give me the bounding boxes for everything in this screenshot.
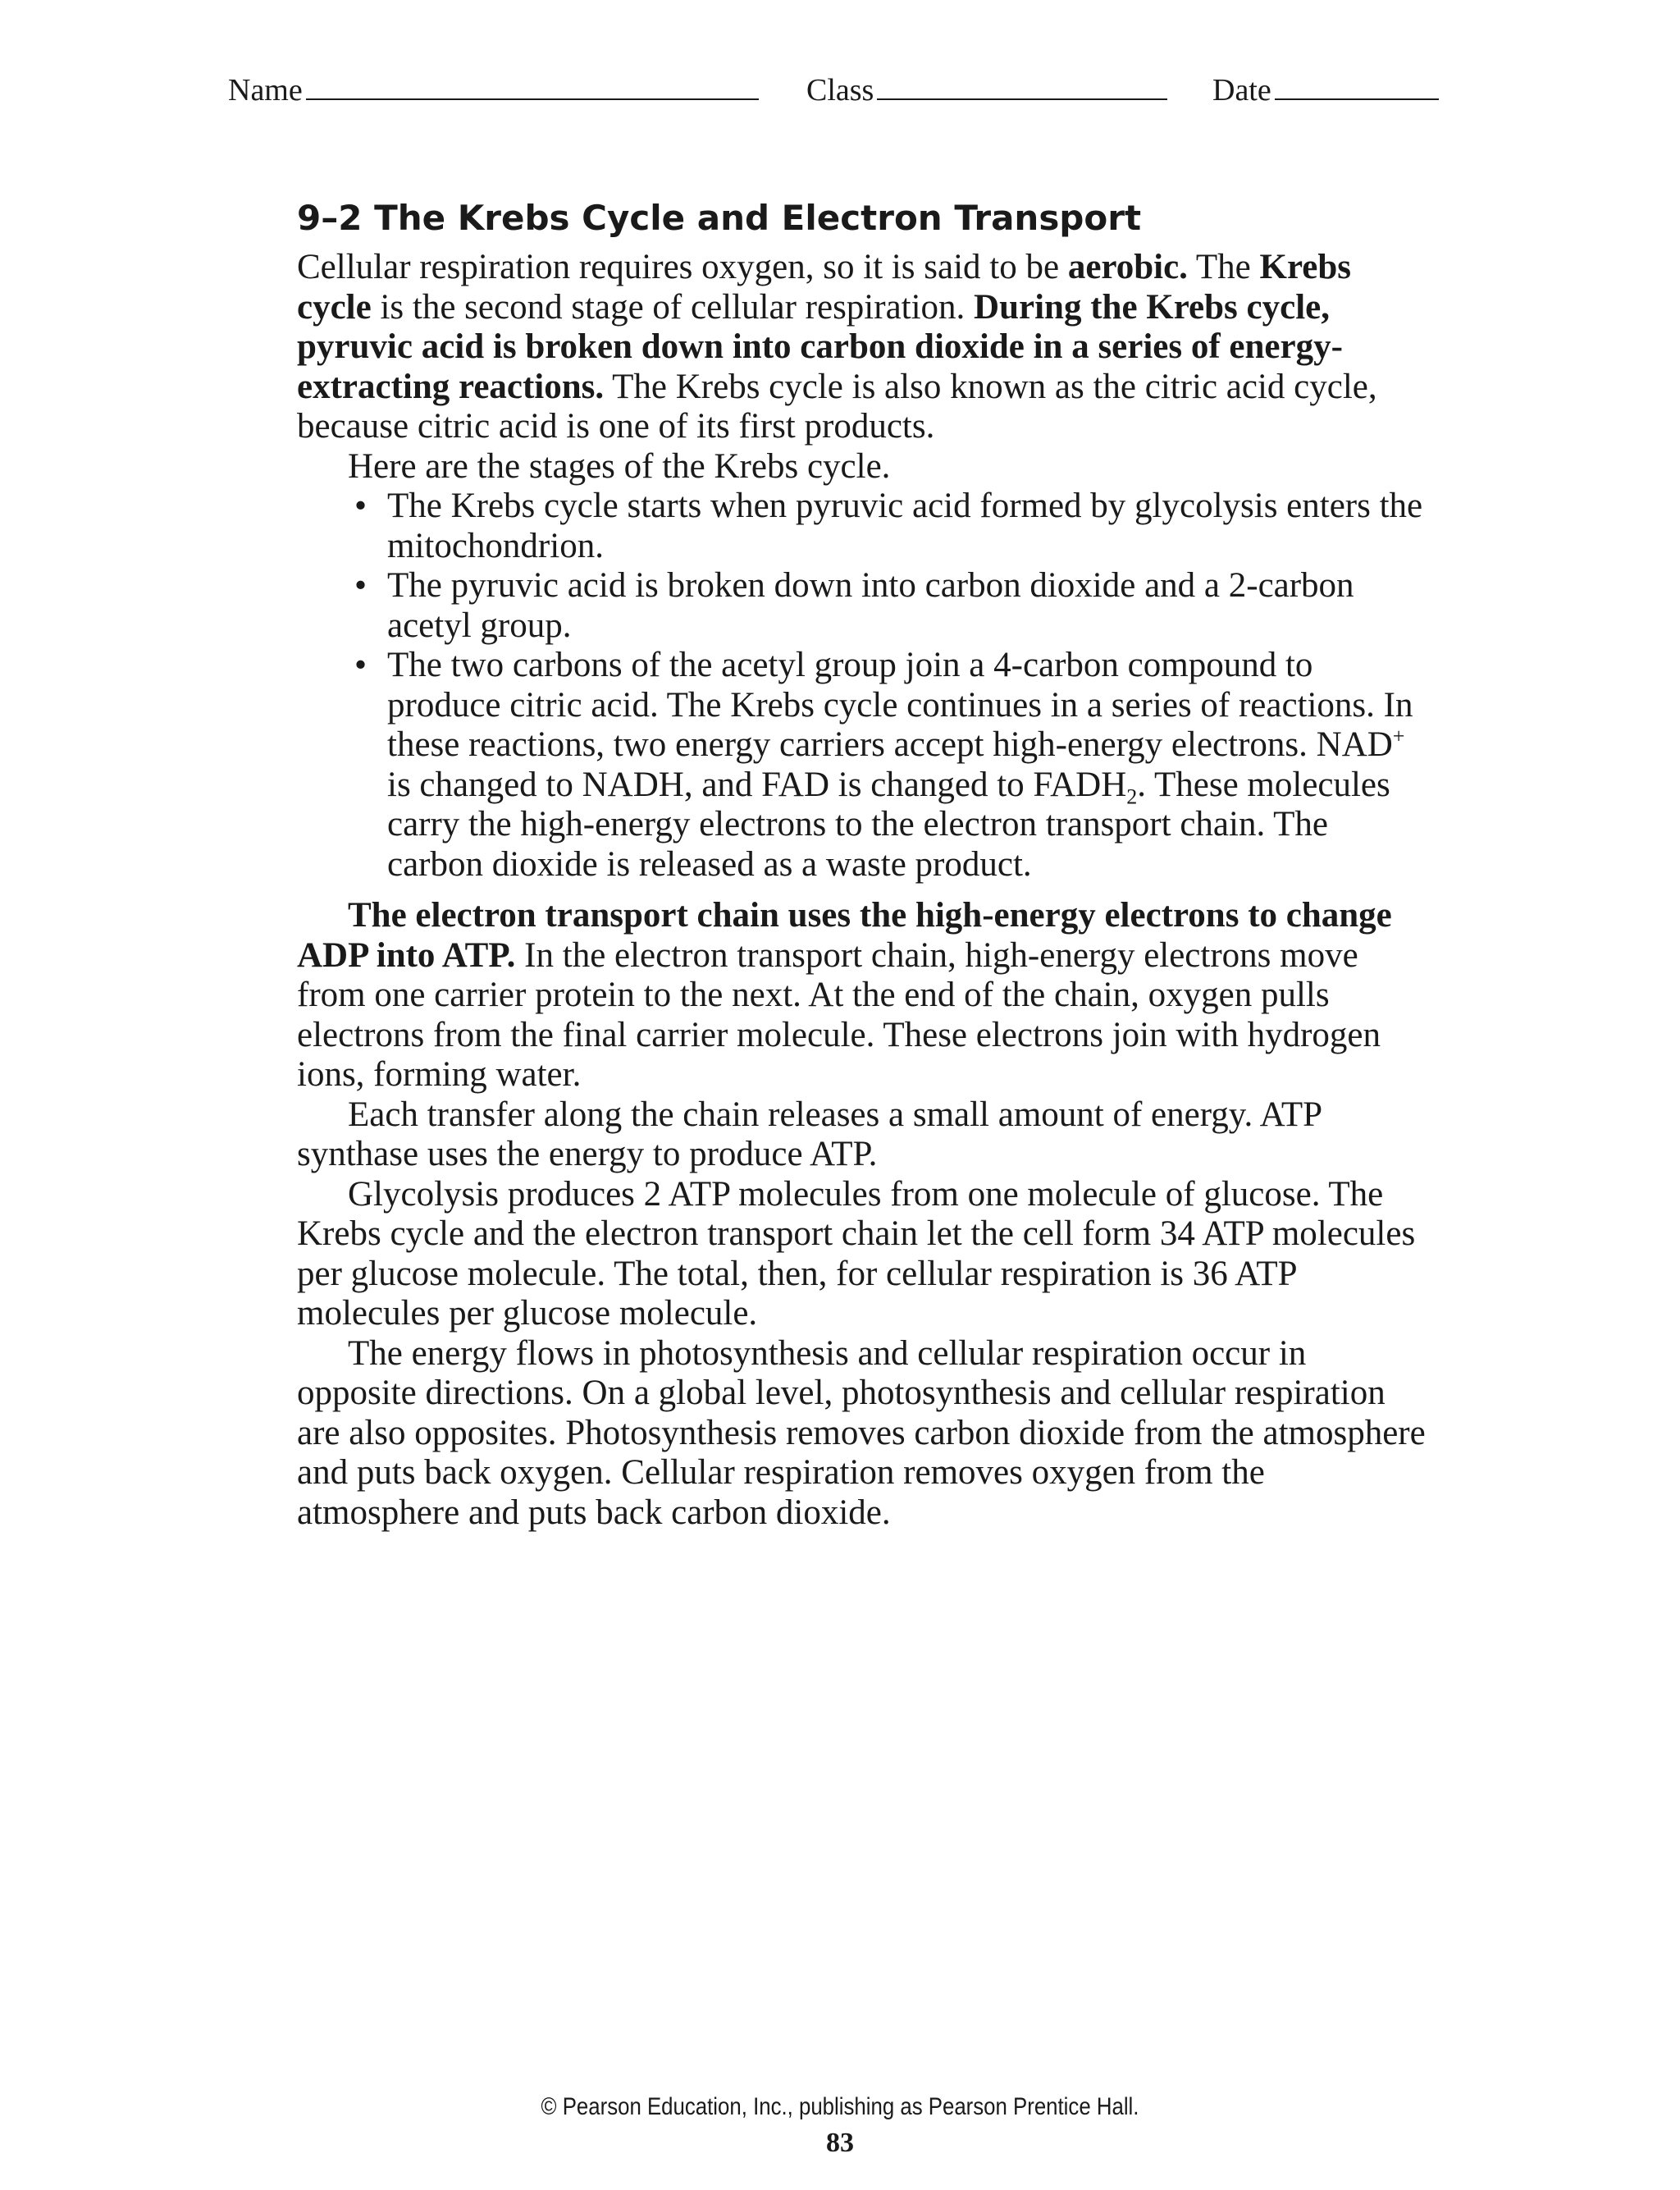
date-label: Date bbox=[1212, 73, 1271, 107]
electron-transport-paragraph bbox=[297, 896, 1429, 1095]
stage-text-1: The two carbons of the acetyl group join a 4-carbon compound to produce citric acid. The Krebs cycle continues in a series of reactions. In these reactions, two energy carriers accept high-energy electrons. NAD bbox=[387, 646, 1413, 764]
list-item bbox=[354, 487, 1429, 566]
page-number: 83 bbox=[826, 2128, 854, 2158]
bullet-dot: • bbox=[354, 566, 368, 605]
nad-superscript: + bbox=[1392, 724, 1405, 748]
stage-text-3: . These molecules carry the high-energy electrons to the electron transport chain. The carbon dioxide is released as a waste product. bbox=[387, 765, 1390, 884]
section-title: 9–2 The Krebs Cycle and Electron Transport bbox=[297, 198, 1142, 238]
term-aerobic: aerobic. bbox=[1067, 248, 1188, 286]
stage-text-2: is changed to NADH, and FAD is changed to FADH bbox=[387, 765, 1127, 804]
intro-text-3: is the second stage of cellular respiration. bbox=[371, 287, 975, 327]
class-blank-line bbox=[877, 69, 1167, 100]
list-item bbox=[354, 646, 1429, 885]
intro-text-2: The bbox=[1187, 248, 1260, 286]
copyright-notice: © Pearson Education, Inc., publishing as Pearson Prentice Hall. bbox=[541, 2093, 1139, 2120]
name-label: Name bbox=[228, 73, 303, 107]
stages-intro: Here are the stages of the Krebs cycle. bbox=[348, 446, 891, 486]
date-blank-line bbox=[1275, 69, 1439, 100]
term-krebs-cycle: Krebs cycle bbox=[297, 248, 1351, 327]
bullet-dot: • bbox=[354, 487, 368, 525]
list-item bbox=[354, 566, 1429, 646]
energy-flow-paragraph: The energy flows in photosynthesis and cellular respiration occur in opposite directions. On a global level, photosynthesis and cellular respiration are also opposites. Photosynthesis removes carbon dioxide from the atmosphere and puts back oxygen. Cellular respiration removes oxygen from the atmosphere and puts back carbon dioxide. bbox=[297, 1333, 1426, 1532]
bullet-dot: • bbox=[354, 646, 368, 684]
key-concept-etc: The electron transport chain uses the high-energy electrons to change ADP into ATP. bbox=[297, 896, 1392, 975]
intro-text-4: The Krebs cycle is also known as the citric acid cycle, because citric acid is one of its first products. bbox=[297, 367, 1377, 446]
intro-text-1: Cellular respiration requires oxygen, so it is said to be bbox=[297, 248, 1068, 286]
atp-total-paragraph: Glycolysis produces 2 ATP molecules from one molecule of glucose. The Krebs cycle and the electron transport chain let the cell form 34 ATP molecules per glucose molecule. The total, then, for cellular respiration is 36 ATP molecules per glucose molecule. bbox=[297, 1174, 1416, 1333]
class-field bbox=[806, 69, 1167, 111]
krebs-stages-list bbox=[297, 487, 1429, 885]
key-concept-krebs: During the Krebs cycle, pyruvic acid is broken down into carbon dioxide in a series of energy-extracting reactions. bbox=[297, 287, 1343, 406]
main-content bbox=[297, 195, 1429, 1533]
etc-text: In the electron transport chain, high-energy electrons move from one carrier protein to the next. At the end of the chain, oxygen pulls electrons from the final carrier molecule. These electrons join with hydrogen ions, forming water. bbox=[297, 935, 1381, 1094]
stage-text: The Krebs cycle starts when pyruvic acid formed by glycolysis enters the mitochondrion. bbox=[387, 487, 1423, 565]
intro-paragraph bbox=[297, 248, 1429, 447]
atp-synthase-paragraph: Each transfer along the chain releases a small amount of energy. ATP synthase uses the energy to produce ATP. bbox=[297, 1095, 1322, 1173]
name-field bbox=[228, 69, 759, 111]
date-field bbox=[1212, 69, 1439, 111]
student-info-header bbox=[228, 69, 1459, 110]
name-blank-line bbox=[306, 69, 759, 100]
stage-text: The pyruvic acid is broken down into carbon dioxide and a 2-carbon acetyl group. bbox=[387, 566, 1354, 645]
class-label: Class bbox=[806, 73, 874, 107]
fadh-subscript: 2 bbox=[1126, 784, 1138, 809]
